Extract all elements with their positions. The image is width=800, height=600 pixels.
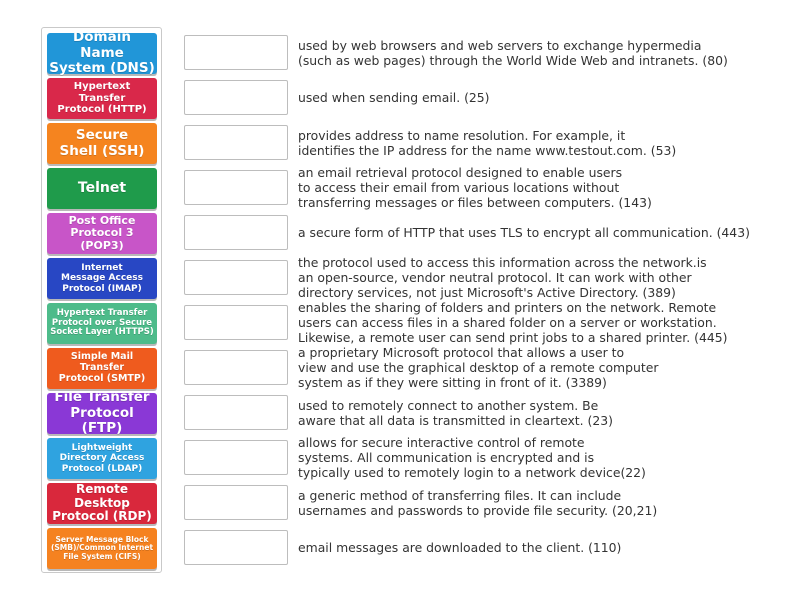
description-text: provides address to name resolution. For example, it identifies the IP address for the name www.testout.com. (53) xyxy=(298,127,677,158)
tile-https[interactable]: Hypertext Transfer Protocol over Secure Socket Layer (HTTPS) xyxy=(47,303,157,344)
drop-slot[interactable] xyxy=(184,170,288,205)
tile-imap[interactable]: Internet Message Access Protocol (IMAP) xyxy=(47,258,157,299)
drop-slot[interactable] xyxy=(184,215,288,250)
description-text: enables the sharing of folders and printers on the network. Remote users can access files in a shared folder on a server or workstation. Likewise, a remote user can send print jobs to a shared printer. (445) xyxy=(298,300,728,345)
description-text: an email retrieval protocol designed to enable users to access their email from various locations without transferring messages or files between computers. (143) xyxy=(298,165,652,210)
drop-slot[interactable] xyxy=(184,125,288,160)
tile-smb-cifs[interactable]: Server Message Block (SMB)/Common Internet File System (CIFS) xyxy=(47,528,157,569)
drop-slot[interactable] xyxy=(184,485,288,520)
tile-bank xyxy=(41,27,162,573)
tile-pop3[interactable]: Post Office Protocol 3 (POP3) xyxy=(47,213,157,254)
tile-ldap[interactable]: Lightweight Directory Access Protocol (LDAP) xyxy=(47,438,157,479)
description-text: a secure form of HTTP that uses TLS to encrypt all communication. (443) xyxy=(298,225,750,240)
tile-dns[interactable]: Domain Name System (DNS) xyxy=(47,33,157,74)
drop-slot[interactable] xyxy=(184,395,288,430)
drop-slot[interactable] xyxy=(184,35,288,70)
description-text: used to remotely connect to another system. Be aware that all data is transmitted in cleartext. (23) xyxy=(298,397,613,428)
description-text: used by web browsers and web servers to exchange hypermedia (such as web pages) through the World Wide Web and intranets. (80) xyxy=(298,37,728,68)
tile-rdp[interactable]: Remote Desktop Protocol (RDP) xyxy=(47,483,157,524)
drop-slot[interactable] xyxy=(184,530,288,565)
description-text: the protocol used to access this information across the network.is an open-source, vendor neutral protocol. It can work with other directory services, not just Microsoft's Active Directory. (389) xyxy=(298,255,707,300)
tile-ssh[interactable]: Secure Shell (SSH) xyxy=(47,123,157,164)
description-text: used when sending email. (25) xyxy=(298,90,490,105)
drop-slot[interactable] xyxy=(184,440,288,475)
drop-slot[interactable] xyxy=(184,80,288,115)
description-text: a generic method of transferring files. It can include usernames and passwords to provide file security. (20,21) xyxy=(298,487,658,518)
drop-slot[interactable] xyxy=(184,260,288,295)
tile-smtp[interactable]: Simple Mail Transfer Protocol (SMTP) xyxy=(47,348,157,389)
drop-slot[interactable] xyxy=(184,305,288,340)
description-text: a proprietary Microsoft protocol that allows a user to view and use the graphical desktop of a remote computer system as if they were sitting in front of it. (3389) xyxy=(298,345,659,390)
tile-http[interactable]: Hypertext Transfer Protocol (HTTP) xyxy=(47,78,157,119)
drop-slot[interactable] xyxy=(184,350,288,385)
tile-telnet[interactable]: Telnet xyxy=(47,168,157,209)
description-text: allows for secure interactive control of remote systems. All communication is encrypted and is typically used to remotely login to a network device(22) xyxy=(298,435,646,480)
description-text: email messages are downloaded to the client. (110) xyxy=(298,540,622,555)
tile-ftp[interactable]: File Transfer Protocol (FTP) xyxy=(47,393,157,434)
